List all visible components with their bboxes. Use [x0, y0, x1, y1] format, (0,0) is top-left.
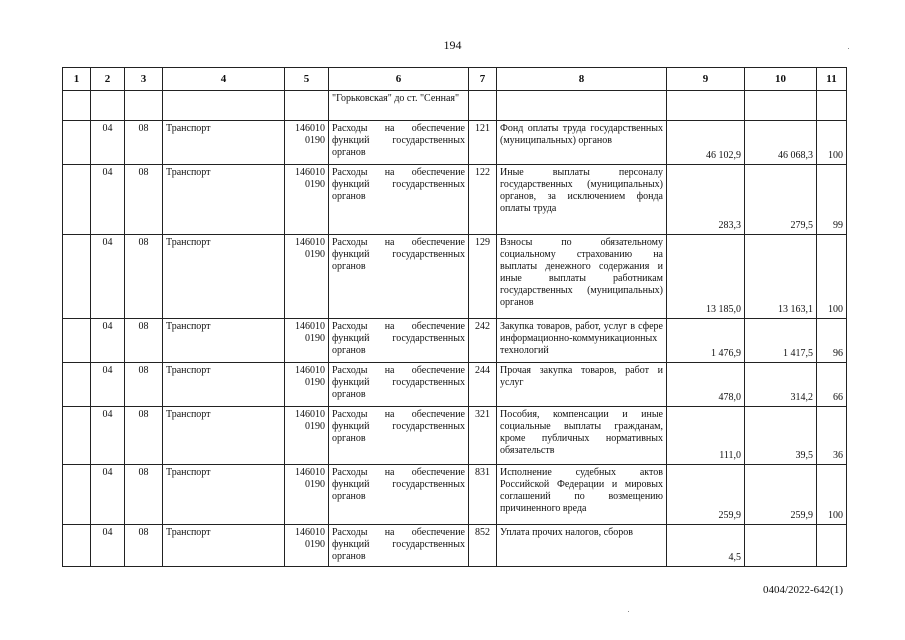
table-cell-col4: Транспорт	[163, 165, 285, 235]
table-cell-col1	[63, 525, 91, 567]
table-cell-col4: Транспорт	[163, 407, 285, 465]
table-cell-col11: 99	[817, 165, 847, 235]
table-cell-col9: 46 102,9	[667, 121, 745, 165]
table-cell-col7: 321	[469, 407, 497, 465]
table-cell-col4: Транспорт	[163, 465, 285, 525]
table-cell-col9: 259,9	[667, 465, 745, 525]
table-cell-col9	[667, 91, 745, 121]
table-cell-col5: 146010 0190	[285, 465, 329, 525]
table-cell-col6: Расходы на обеспечение функций государственных органов	[329, 465, 469, 525]
table-cell-col4: Транспорт	[163, 363, 285, 407]
table-cell-col11: 36	[817, 407, 847, 465]
table-cell-col11	[817, 525, 847, 567]
table-cell-col10: 259,9	[745, 465, 817, 525]
table-cell-col3: 08	[125, 465, 163, 525]
table-cell-col10	[745, 91, 817, 121]
col-header-7: 7	[469, 68, 497, 91]
table-cell-col8: Уплата прочих налогов, сборов	[497, 525, 667, 567]
table-cell-col2: 04	[91, 165, 125, 235]
table-cell-col7: 129	[469, 235, 497, 319]
table-cell-col6: Расходы на обеспечение функций государственных органов	[329, 165, 469, 235]
table-cell-col10	[745, 525, 817, 567]
table-cell-col1	[63, 165, 91, 235]
table-cell-col11: 100	[817, 465, 847, 525]
table-cell-col6: Расходы на обеспечение функций государственных органов	[329, 363, 469, 407]
table-cell-col2: 04	[91, 121, 125, 165]
table-row	[63, 465, 847, 525]
col-header-1: 1	[63, 68, 91, 91]
table-cell-col7: 122	[469, 165, 497, 235]
table-cell-col6: Расходы на обеспечение функций государственных органов	[329, 121, 469, 165]
table-cell-col8	[497, 91, 667, 121]
page-number: 194	[443, 38, 462, 52]
table-cell-col5: 146010 0190	[285, 165, 329, 235]
table-cell-col7: 121	[469, 121, 497, 165]
table-cell-col8: Прочая закупка товаров, работ и услуг	[497, 363, 667, 407]
table-cell-col1	[63, 235, 91, 319]
table-cell-col5: 146010 0190	[285, 121, 329, 165]
table-cell-col1	[63, 465, 91, 525]
table-cell-col7: 244	[469, 363, 497, 407]
table-cell-col5: 146010 0190	[285, 319, 329, 363]
table-cell-col8: Взносы по обязательному социальному страхованию на выплаты денежного содержания и иные выплаты работникам государственных (муниципальных) органов	[497, 235, 667, 319]
table-cell-col1	[63, 363, 91, 407]
table-cell-col11: 96	[817, 319, 847, 363]
table-cell-col11: 66	[817, 363, 847, 407]
table-cell-col2: 04	[91, 465, 125, 525]
table-cell-col11: 100	[817, 235, 847, 319]
table-cell-col8: Исполнение судебных актов Российской Федерации и мировых соглашений по возмещению причиненного вреда	[497, 465, 667, 525]
table-cell-col2	[91, 91, 125, 121]
table-cell-col3: 08	[125, 319, 163, 363]
table-row	[63, 363, 847, 407]
table-cell-col8: Иные выплаты персоналу государственных (муниципальных) органов, за исключением фонда оплаты труда	[497, 165, 667, 235]
table-cell-col11	[817, 91, 847, 121]
table-cell-col5: 146010 0190	[285, 363, 329, 407]
table-cell-col4: Транспорт	[163, 319, 285, 363]
table-row	[63, 525, 847, 567]
table-cell-col10: 314,2	[745, 363, 817, 407]
table-row	[63, 165, 847, 235]
table-cell-col9: 478,0	[667, 363, 745, 407]
table-cell-col10: 1 417,5	[745, 319, 817, 363]
table-cell-col8: Фонд оплаты труда государственных (муниципальных) органов	[497, 121, 667, 165]
table-cell-col3: 08	[125, 165, 163, 235]
table-cell-col2: 04	[91, 319, 125, 363]
col-header-10: 10	[745, 68, 817, 91]
table-cell-col4: Транспорт	[163, 235, 285, 319]
table-cell-col6: Расходы на обеспечение функций государственных органов	[329, 407, 469, 465]
table-cell-col2: 04	[91, 525, 125, 567]
table-cell-col10: 13 163,1	[745, 235, 817, 319]
table-cell-col10: 39,5	[745, 407, 817, 465]
table-body	[63, 91, 847, 567]
table-cell-col3: 08	[125, 525, 163, 567]
document-id: 0404/2022-642(1)	[762, 584, 843, 596]
table-cell-col4	[163, 91, 285, 121]
table-cell-col4: Транспорт	[163, 525, 285, 567]
table-cell-col3	[125, 91, 163, 121]
table-cell-col10: 46 068,3	[745, 121, 817, 165]
table-row	[63, 319, 847, 363]
table-cell-col6: Расходы на обеспечение функций государственных органов	[329, 319, 469, 363]
table-cell-col1	[63, 121, 91, 165]
table-cell-col5: 146010 0190	[285, 525, 329, 567]
table-cell-col7: 242	[469, 319, 497, 363]
table-cell-col1	[63, 91, 91, 121]
table-cell-col9: 13 185,0	[667, 235, 745, 319]
col-header-5: 5	[285, 68, 329, 91]
col-header-6: 6	[329, 68, 469, 91]
table-cell-col5	[285, 91, 329, 121]
scan-speck	[848, 48, 849, 49]
col-header-11: 11	[817, 68, 847, 91]
col-header-4: 4	[163, 68, 285, 91]
table-cell-col10: 279,5	[745, 165, 817, 235]
table-cell-col8: Пособия, компенсации и иные социальные выплаты гражданам, кроме публичных нормативных обязательств	[497, 407, 667, 465]
table-cell-col8: Закупка товаров, работ, услуг в сфере информационно-коммуникационных технологий	[497, 319, 667, 363]
table-row	[63, 91, 847, 121]
table-cell-col7: 852	[469, 525, 497, 567]
table-cell-col5: 146010 0190	[285, 235, 329, 319]
table-cell-col4: Транспорт	[163, 121, 285, 165]
budget-table	[62, 67, 847, 567]
table-header-row	[63, 68, 847, 91]
table-cell-col7: 831	[469, 465, 497, 525]
col-header-9: 9	[667, 68, 745, 91]
table-cell-col6: Расходы на обеспечение функций государственных органов	[329, 525, 469, 567]
col-header-8: 8	[497, 68, 667, 91]
table-cell-col9: 1 476,9	[667, 319, 745, 363]
table-cell-col11: 100	[817, 121, 847, 165]
table-row	[63, 121, 847, 165]
table-cell-col3: 08	[125, 235, 163, 319]
table-cell-col6: "Горьковская" до ст. "Сенная"	[329, 91, 469, 121]
col-header-3: 3	[125, 68, 163, 91]
table-cell-col3: 08	[125, 363, 163, 407]
table-cell-col9: 111,0	[667, 407, 745, 465]
table-cell-col3: 08	[125, 121, 163, 165]
col-header-2: 2	[91, 68, 125, 91]
table-row	[63, 407, 847, 465]
table-cell-col9: 4,5	[667, 525, 745, 567]
table-cell-col7	[469, 91, 497, 121]
table-cell-col5: 146010 0190	[285, 407, 329, 465]
table-cell-col2: 04	[91, 235, 125, 319]
table-cell-col1	[63, 407, 91, 465]
table-cell-col1	[63, 319, 91, 363]
table-cell-col3: 08	[125, 407, 163, 465]
table-cell-col2: 04	[91, 363, 125, 407]
scan-speck	[628, 611, 629, 612]
table-cell-col6: Расходы на обеспечение функций государственных органов	[329, 235, 469, 319]
table-row	[63, 235, 847, 319]
table-cell-col9: 283,3	[667, 165, 745, 235]
table-cell-col2: 04	[91, 407, 125, 465]
